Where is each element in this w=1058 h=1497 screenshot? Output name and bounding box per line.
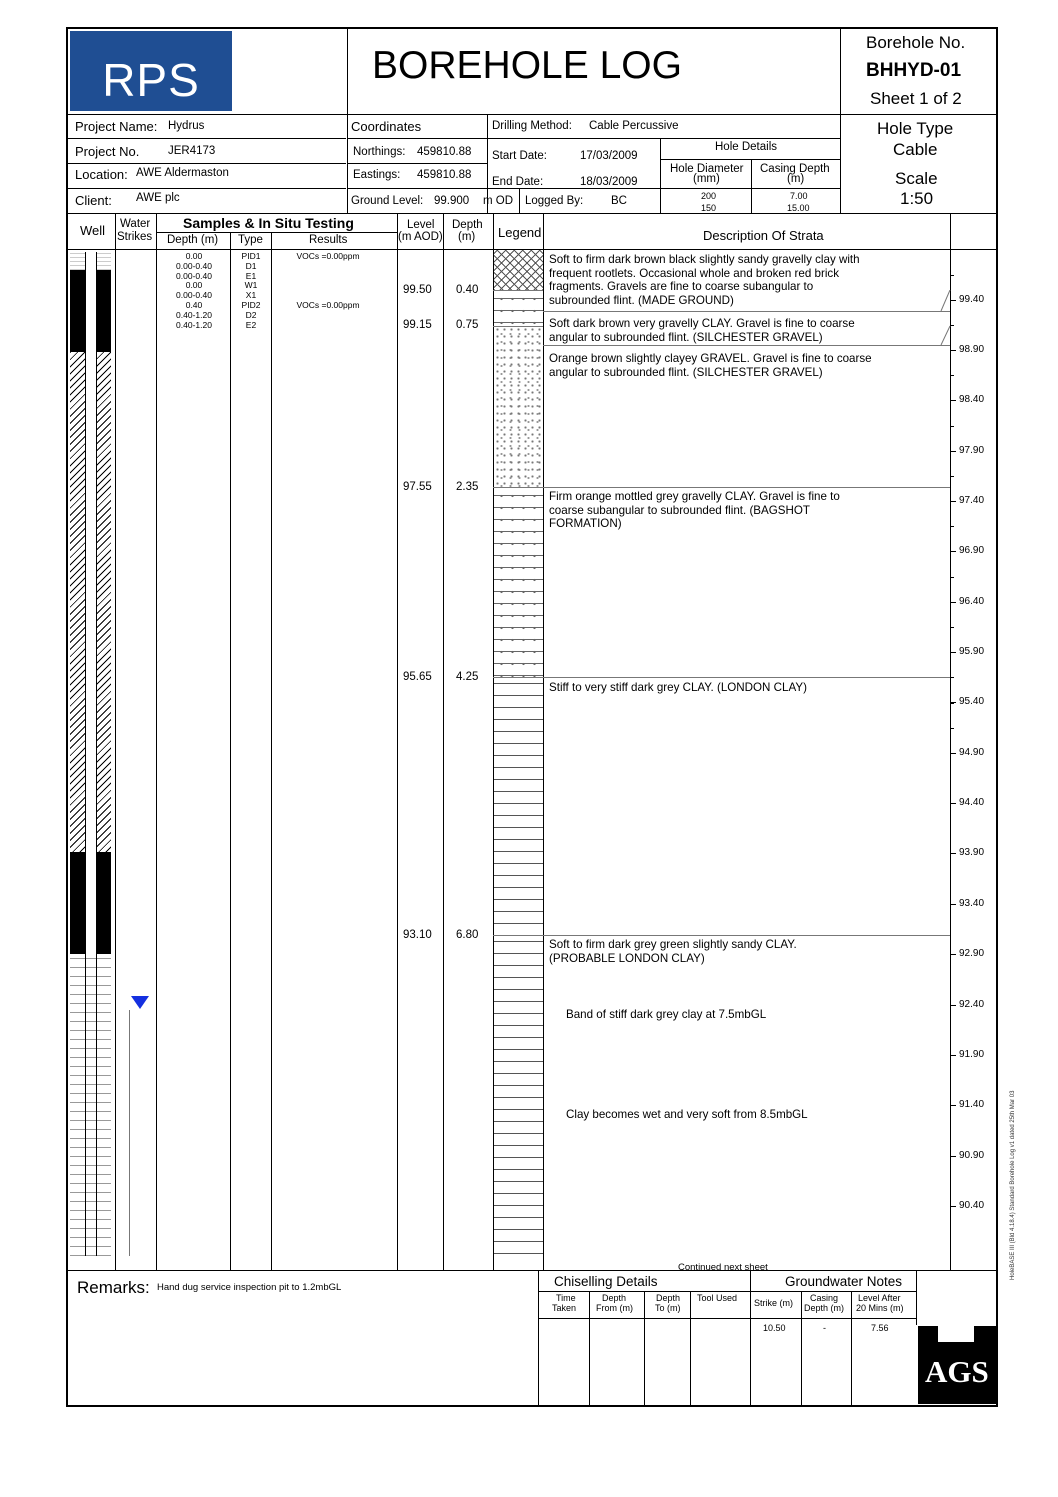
scale-label: 94.40 [959,797,985,809]
end-date-label: End Date: [492,176,544,188]
sample-result: VOCs =0.00ppm [296,300,360,310]
scale-tick [950,1005,956,1006]
casing-depth-2: 15.00 [787,203,810,213]
chisel-to-header-2: To (m) [655,1303,681,1313]
stratum-depth: 4.25 [456,671,479,683]
start-date-label: Start Date: [492,150,547,162]
stratum-depth: 0.40 [456,284,479,296]
scale-tick [950,1055,956,1056]
gw-strike-value: 10.50 [763,1323,786,1333]
rps-logo: RPS [70,31,232,111]
stratum-depth: 0.75 [456,319,479,331]
project-no: JER4173 [168,145,216,157]
well-seal-lower-left [70,852,85,954]
legend-gravelly-clay-2 [494,487,543,677]
hole-type-value: Cable [893,140,938,159]
chisel-from-header-2: From (m) [596,1303,633,1313]
stratum-level: 95.65 [403,671,432,683]
drilling-method-label: Drilling Method: [492,120,572,132]
hole-diameter-unit: (mm) [693,173,720,185]
scale-label: 91.90 [959,1048,985,1060]
scale-tick [950,904,956,905]
col-depth-unit: (m) [458,231,476,243]
stratum-description: Stiff to very stiff dark grey CLAY. (LONDON CLAY) [549,681,807,694]
scale-tick [950,602,956,603]
sample-type: PID1 [241,251,261,261]
scale-minor-tick [950,728,954,729]
chiselling-title: Chiselling Details [554,1274,658,1289]
chisel-from-header: Depth [602,1293,627,1303]
scale-label: 93.40 [959,897,985,909]
legend-gravel [494,326,543,487]
project-name: Hydrus [168,120,205,132]
sheet-number: Sheet 1 of 2 [870,89,962,108]
col-legend: Legend [498,225,542,240]
well-seal-left [70,270,85,352]
stratum-level: 99.15 [403,319,432,331]
col-level-unit: (m AOD) [398,231,443,243]
chisel-tool-header: Tool Used [697,1293,738,1303]
legend-clay [494,677,543,935]
col-results: Results [309,234,348,246]
location: AWE Aldermaston [136,167,229,179]
chisel-to-header: Depth [656,1293,681,1303]
col-samples: Samples & In Situ Testing [183,215,354,231]
scale-tick [950,501,956,502]
gw-level-value: 7.56 [871,1323,889,1333]
stratum-description: Soft to firm dark brown black slightly sandy gravelly clay with frequent rootlets. Occasional whole and broken red brick fragments. Gravels are fine to coarse subangular to subrounded flint. (MADE GROUND) [549,253,860,307]
continued-note: Continued next sheet [678,1262,768,1273]
hole-diameter-2: 150 [701,203,717,213]
stratum-level: 97.55 [403,481,432,493]
software-note: HoleBASE III (Bld 4.18.4) Standard Borehole Log v1 dated 25th Mar 03 [1010,1090,1016,1280]
stratum-description: Soft to firm dark grey green slightly sandy CLAY. (PROBABLE LONDON CLAY) [549,938,797,965]
sample-depth: 0.00-0.40 [176,290,212,301]
col-depth: Depth [452,219,483,231]
gw-casing-header-2: Depth (m) [804,1303,845,1313]
casing-depth-1: 7.00 [790,191,808,201]
scale-tick [950,753,956,754]
sample-depth: 0.00-0.40 [176,260,212,271]
scale-label: Scale [895,169,938,188]
sample-result: VOCs =0.00ppm [296,251,360,261]
scale-label: 97.40 [959,495,985,506]
ground-level-unit: m OD [483,195,514,207]
end-date: 18/03/2009 [580,176,638,188]
stratum-depth: 6.80 [456,929,479,941]
scale-label: 90.90 [959,1149,985,1161]
drilling-method: Cable Percussive [589,120,679,132]
scale-minor-tick [950,275,954,276]
scale-tick [950,1156,956,1157]
col-well: Well [80,223,106,238]
scale-tick [950,300,956,301]
scale-minor-tick [950,476,954,477]
well-cap-right [96,252,111,270]
scale-label: 93.90 [959,847,985,859]
scale-tick [950,400,956,401]
gw-level-header: Level After [858,1293,901,1303]
col-level: Level [407,219,435,231]
chisel-time-header-2: Taken [552,1303,577,1313]
sample-depth: 0.40-1.20 [176,319,212,330]
eastings-value: 459810.88 [417,169,472,181]
scale-tick [950,1105,956,1106]
scale-tick [950,652,956,653]
borehole-no-label: Borehole No. [866,33,966,52]
gw-casing-value: - [823,1323,826,1333]
legend-made-ground [494,250,543,290]
scale-label: 96.90 [959,545,985,557]
stratum-level: 99.50 [403,284,432,296]
scale-label: 91.40 [959,1099,985,1111]
sample-type: PID2 [241,300,261,310]
well-screen [70,954,111,1256]
project-name-label: Project Name: [75,119,158,134]
remarks-label: Remarks: [77,1278,150,1297]
sample-depth: 0.00 [185,251,203,261]
scale-label: 92.40 [959,998,985,1010]
legend-gravelly-clay-1 [494,290,543,326]
scale-value: 1:50 [900,189,934,208]
sample-type: D2 [245,309,257,320]
casing-depth-unit: (m) [787,173,805,185]
northings-value: 459810.88 [417,146,472,158]
stratum-level: 93.10 [403,929,432,941]
sample-depth: 0.40-1.20 [176,309,212,320]
client: AWE plc [136,192,180,204]
col-water-strikes: Strikes [117,231,153,243]
ags-logo: AGS [918,1326,996,1404]
scale-label: 98.90 [959,343,985,355]
start-date: 17/03/2009 [580,150,638,162]
hole-details-title: Hole Details [715,141,777,153]
scale-minor-tick [950,325,954,326]
col-water: Water [120,218,151,230]
groundwater-title: Groundwater Notes [785,1274,903,1289]
northings-label: Northings: [353,146,406,158]
sample-type: W1 [244,280,258,291]
col-description: Description Of Strata [703,228,824,243]
well-seal-right [96,270,111,352]
stratum-depth: 2.35 [456,481,479,493]
scale-tick [950,451,956,452]
chisel-time-header: Time [556,1293,576,1303]
sample-depth: 0.00 [185,280,203,291]
scale-minor-tick [950,577,954,578]
scale-label: 94.90 [959,746,985,758]
casing-depth-header: Casing Depth [760,163,830,175]
remarks-text: Hand dug service inspection pit to 1.2mbGL [157,1282,342,1293]
sample-type: D1 [245,260,257,271]
hole-diameter-1: 200 [701,191,717,201]
sample-depth: 0.00-0.40 [176,270,212,281]
client-label: Client: [75,193,112,208]
location-label: Location: [75,167,128,182]
ground-level-value: 99.900 [434,195,470,207]
stratum-description: Firm orange mottled grey gravelly CLAY. Gravel is fine to coarse subangular to subrounded flint. (BAGSHOT FORMATION) [549,490,840,530]
hole-diameter-header: Hole Diameter [670,163,744,175]
well-cap-left [70,252,85,270]
borehole-number: BHHYD-01 [866,60,962,81]
scale-tick [950,551,956,552]
stratum-description: Soft dark brown very gravelly CLAY. Gravel is fine to coarse angular to subrounded flint. (SILCHESTER GRAVEL) [549,317,855,344]
stratum-note: Band of stiff dark grey clay at 7.5mbGL [566,1008,767,1021]
sample-type: E1 [245,270,257,281]
gw-level-header-2: 20 Mins (m) [856,1303,904,1313]
well-backfill-left [70,352,85,852]
scale-label: 90.40 [959,1199,985,1211]
scale-minor-tick [950,677,954,678]
gw-strike-header: Strike (m) [754,1298,793,1308]
scale-tick [950,702,956,703]
scale-minor-tick [950,526,954,527]
stratum-note: Clay becomes wet and very soft from 8.5mbGL [566,1108,808,1121]
col-sample-type: Type [238,234,263,246]
sample-type: X1 [245,290,257,301]
scale-tick [950,350,956,351]
ground-level-label: Ground Level: [351,195,424,207]
gw-casing-header: Casing [810,1293,839,1303]
scale-tick [950,954,956,955]
coordinates-label: Coordinates [351,119,422,134]
well-backfill-right [96,352,111,852]
scale-tick [950,853,956,854]
col-sample-depth: Depth (m) [167,234,219,246]
legend-sandy-clay [494,935,543,1256]
scale-minor-tick [950,426,954,427]
scale-tick [950,803,956,804]
sample-type: E2 [245,319,257,330]
scale-minor-tick [950,627,954,628]
scale-label: 98.40 [959,394,985,406]
scale-label: 97.90 [959,444,985,456]
scale-label: 95.90 [959,646,985,658]
eastings-label: Eastings: [353,169,401,181]
logged-by-label: Logged By: [525,195,584,207]
scale-label: 95.40 [959,696,985,708]
scale-minor-tick [950,375,954,376]
page-title: BOREHOLE LOG [372,44,682,87]
scale-label: 92.90 [959,948,985,960]
hole-type-label: Hole Type [877,119,954,138]
stratum-description: Orange brown slightly clayey GRAVEL. Gravel is fine to coarse angular to subrounded flint. (SILCHESTER GRAVEL) [549,352,872,379]
well-seal-lower-right [96,852,111,954]
logged-by: BC [611,195,627,207]
scale-label: 96.40 [959,595,985,607]
scale-label: 99.40 [959,293,985,305]
water-strike-icon [128,995,154,1011]
project-no-label: Project No. [75,144,140,159]
sample-depth: 0.40 [185,300,203,310]
scale-tick [950,1206,956,1207]
